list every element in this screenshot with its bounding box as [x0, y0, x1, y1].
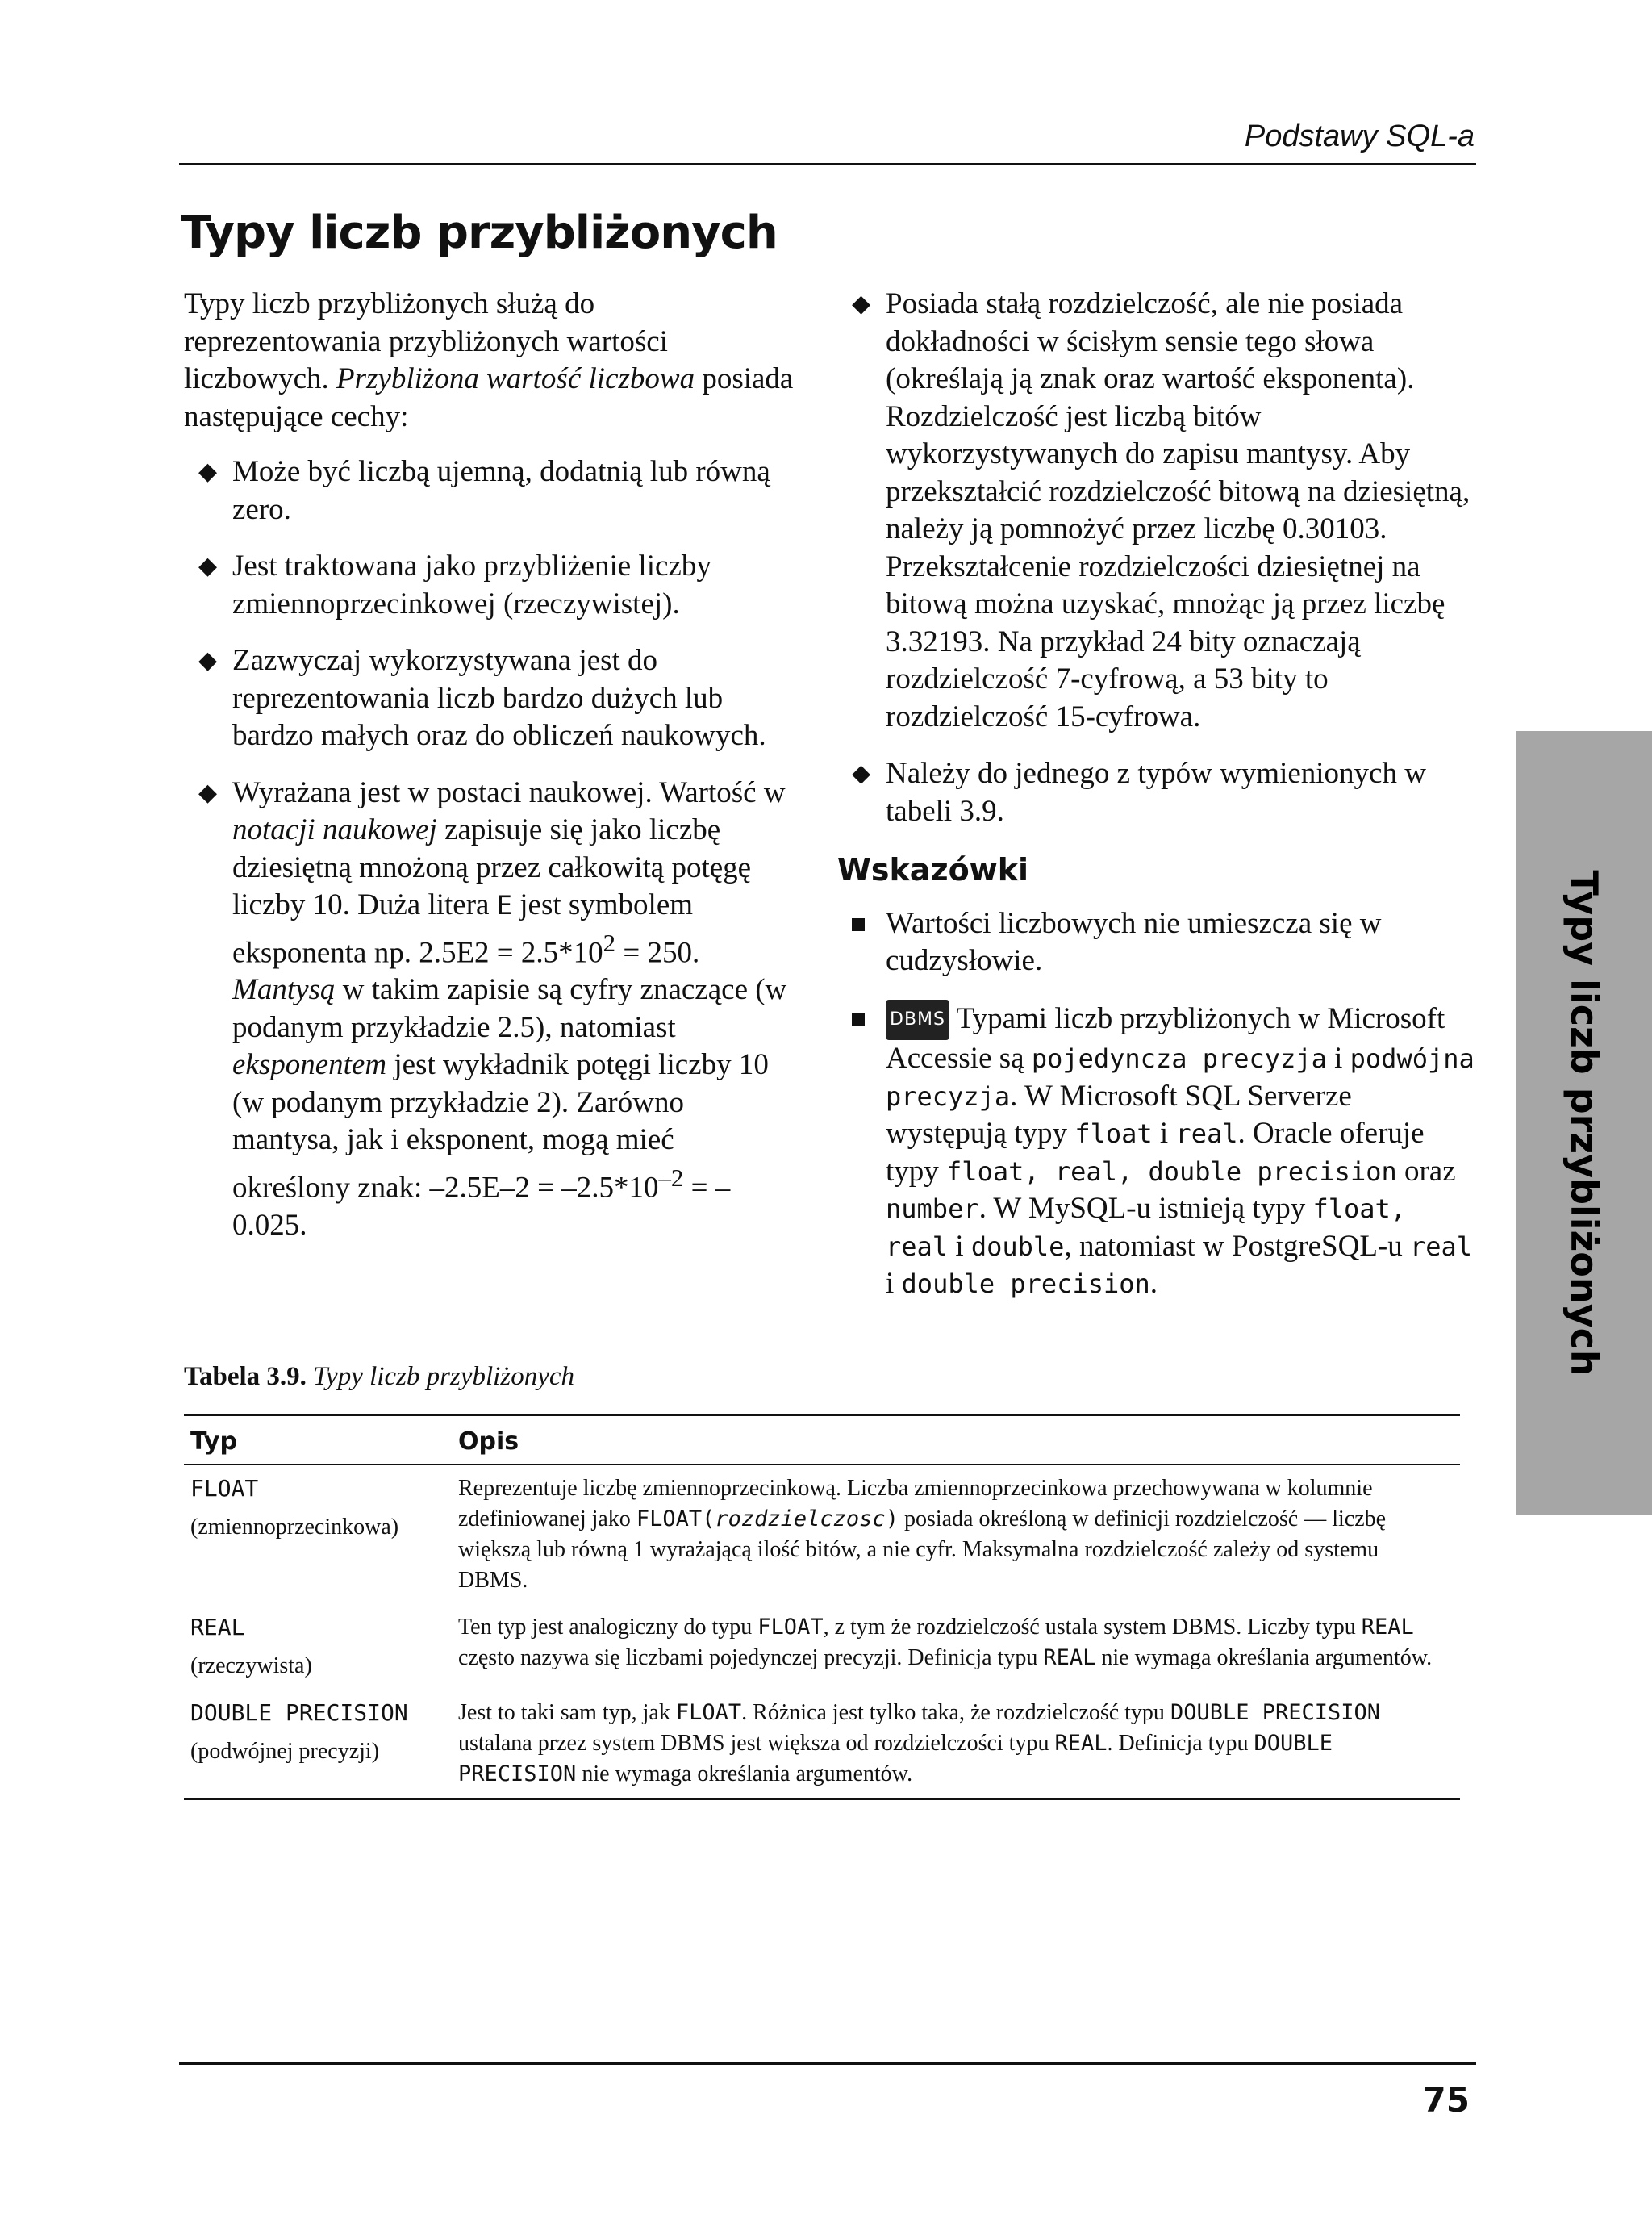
left-column — [184, 286, 797, 1264]
type-name: REAL — [190, 1614, 245, 1640]
table-header-row — [184, 1415, 1460, 1465]
desc-code-arg: rozdzielczosc — [715, 1506, 886, 1531]
desc-code: REAL — [1361, 1615, 1414, 1640]
page-number: 75 — [1422, 2080, 1470, 2120]
dbms-badge-icon: DBMS — [886, 1000, 949, 1041]
table-caption — [184, 1362, 574, 1392]
column-header-opis: Opis — [452, 1415, 1460, 1465]
section-title: Typy liczb przybliżonych — [181, 207, 778, 259]
list-item — [184, 642, 797, 755]
b4-text-4: = 250. — [623, 935, 700, 969]
table-row — [184, 1604, 1460, 1690]
desc-text: nie wymaga określania argumentów. — [582, 1761, 913, 1786]
tip2-text-1: Typami liczb przybliżonych w Microsoft Accessie są — [886, 1001, 1446, 1075]
tip-item — [837, 905, 1475, 980]
tip2-text-5: . Oracle oferuje typy — [886, 1117, 1425, 1188]
b4-exponent-2: –2 — [658, 1164, 684, 1192]
intro-paragraph — [184, 286, 797, 436]
desc-text: często nazywa się liczbami pojedynczej precyzji. Definicja typu — [458, 1645, 1038, 1670]
desc-text: , z tym że rozdzielczość ustala system DBMS. Liczby typu — [823, 1615, 1356, 1640]
desc-code: ) — [885, 1506, 899, 1531]
diamond-bullet-icon: ◆ — [198, 553, 218, 579]
desc-code: FLOAT — [757, 1615, 824, 1640]
b4-text-1: Wyrażana jest w postaci naukowej. Wartość w — [232, 775, 786, 809]
description-cell — [452, 1604, 1460, 1690]
feature-list — [184, 453, 797, 1244]
tip2-code-4: real — [1175, 1118, 1238, 1149]
desc-code: FLOAT — [675, 1700, 742, 1725]
diamond-bullet-icon: ◆ — [198, 779, 218, 806]
tip2-code-7: float, real — [886, 1193, 1407, 1262]
tip2-text-3: . W Microsoft SQL Serverze występują typy — [886, 1079, 1352, 1150]
tip-item — [837, 1000, 1475, 1303]
square-bullet-icon — [852, 905, 865, 943]
desc-text: posiada określoną w definicji rozdzielczość — liczbę większą lub równą 1 wyrażającą ilość bitów, a nie cyfr. Maksymalna rozdzielczość zależy od systemu DBMS. — [458, 1506, 1387, 1593]
list-item — [837, 755, 1475, 830]
tip2-code-8: double — [970, 1230, 1065, 1262]
right-column — [837, 286, 1475, 1322]
types-table — [184, 1414, 1460, 1800]
type-description: (zmiennoprzecinkowa) — [190, 1515, 399, 1540]
tips-list — [837, 905, 1475, 1303]
diamond-bullet-icon: ◆ — [198, 647, 218, 674]
table-row — [184, 1690, 1460, 1799]
list-item-text: Należy do jednego z typów wymienionych w tabeli 3.9. — [886, 757, 1426, 828]
type-cell — [184, 1464, 452, 1604]
column-header-typ: Typ — [184, 1415, 452, 1465]
diamond-bullet-icon: ◆ — [852, 290, 871, 317]
tip2-code-3: float — [1074, 1118, 1153, 1149]
type-name: DOUBLE PRECISION — [190, 1699, 408, 1726]
desc-code: FLOAT( — [636, 1506, 715, 1531]
b4-text-3: jest symbolem eksponenta np. 2.5E2 = 2.5*10 — [232, 888, 694, 969]
b4-text-7: = –0.025. — [232, 1171, 731, 1242]
running-head: Podstawy SQL-a — [1244, 119, 1475, 153]
b4-term-mantissa: Mantysą — [232, 973, 336, 1007]
tip2-text-8: i — [955, 1229, 964, 1263]
diamond-bullet-icon: ◆ — [852, 760, 871, 787]
b4-term-exponent: eksponentem — [232, 1048, 387, 1082]
list-item — [184, 548, 797, 623]
intro-text-1: Typy liczb przybliżonych służą do reprezentowania przybliżonych wartości liczbowych. — [184, 287, 668, 395]
desc-code: DOUBLE PRECISION — [1170, 1700, 1381, 1725]
tip2-text-7: . W MySQL-u istnieją typy — [978, 1192, 1306, 1225]
bottom-rule — [179, 2062, 1476, 2065]
tip2-text-11: . — [1149, 1267, 1158, 1300]
thumb-tab-label: Typy liczb przybliżonych — [1562, 870, 1606, 1377]
desc-text: Jest to taki sam typ, jak — [458, 1700, 670, 1725]
top-rule — [179, 163, 1476, 165]
list-item-text: Zazwyczaj wykorzystywana jest do reprezentowania liczb bardzo dużych lub bardzo małych oraz do obliczeń naukowych. — [232, 644, 766, 752]
type-cell — [184, 1690, 452, 1799]
description-cell — [452, 1690, 1460, 1799]
desc-text: Ten typ jest analogiczny do typu — [458, 1615, 753, 1640]
type-description: (rzeczywista) — [190, 1653, 312, 1678]
tip2-text-4: i — [1159, 1117, 1169, 1150]
desc-text: . Różnica jest tylko taka, że rozdzielczość typu — [741, 1700, 1165, 1725]
b4-term-notation: notacji naukowej — [232, 813, 437, 846]
table-row — [184, 1464, 1460, 1604]
list-item — [184, 775, 797, 1245]
tip2-code-5: float, real, double precision — [946, 1155, 1397, 1187]
tips-heading: Wskazówki — [837, 852, 1029, 888]
b4-exponent-1: 2 — [603, 929, 616, 957]
list-item-text: Może być liczbą ujemną, dodatnią lub równą zero. — [232, 455, 770, 526]
desc-text: ustalana przez system DBMS jest większa od rozdzielczości typu — [458, 1731, 1049, 1756]
feature-list-continued — [837, 286, 1475, 830]
diamond-bullet-icon: ◆ — [198, 458, 218, 485]
tip-text: Wartości liczbowych nie umieszcza się w cudzysłowie. — [886, 906, 1382, 977]
type-cell — [184, 1604, 452, 1690]
b4-text-2: zapisuje się jako liczbę dziesiętną mnożoną przez całkowitą potęgę liczby 10. Duża litera — [232, 813, 752, 921]
tip2-text-9: , natomiast w PostgreSQL-u — [1064, 1229, 1403, 1263]
tip2-text-2: i — [1334, 1042, 1343, 1075]
intro-text-2: posiada następujące cechy: — [184, 362, 794, 433]
tip2-code-1: pojedyncza precyzja — [1031, 1043, 1327, 1074]
b4-text-6: jest wykładnik potęgi liczby 10 (w podanym przykładzie 2). Zarówno mantysa, jak i eksponent, mogą mieć określony znak: –2.5E–2 = –2.5*10 — [232, 1048, 769, 1205]
desc-code: DOUBLE PRECISION — [458, 1731, 1333, 1786]
b4-letter-e: E — [496, 890, 512, 921]
type-name: FLOAT — [190, 1475, 259, 1502]
tip2-code-6: number — [886, 1193, 979, 1224]
description-cell — [452, 1464, 1460, 1604]
desc-code: REAL — [1043, 1645, 1096, 1670]
square-bullet-icon — [852, 1000, 865, 1038]
tip2-code-9: real — [1410, 1230, 1473, 1262]
tip2-code-10: double precision — [901, 1268, 1150, 1299]
desc-code: REAL — [1054, 1731, 1108, 1756]
intro-term: Przybliżona wartość liczbowa — [336, 362, 695, 395]
tip2-text-10: i — [886, 1267, 895, 1300]
table-caption-title: Typy liczb przybliżonych — [313, 1362, 574, 1391]
desc-text: nie wymaga określania argumentów. — [1101, 1645, 1433, 1670]
chapter-thumb-tab — [1516, 731, 1652, 1515]
b4-text-5: w takim zapisie są cyfry znaczące (w podanym przykładzie 2.5), natomiast — [232, 973, 787, 1044]
list-item-text: Jest traktowana jako przybliżenie liczby zmiennoprzecinkowej (rzeczywistej). — [232, 549, 711, 620]
type-description: (podwójnej precyzji) — [190, 1739, 380, 1764]
list-item — [837, 286, 1475, 736]
desc-text: . Definicja typu — [1107, 1731, 1249, 1756]
list-item-text: Posiada stałą rozdzielczość, ale nie posiada dokładności w ścisłym sensie tego słowa (określają ją znak oraz wartość eksponenta). Rozdzielczość jest liczbą bitów wykorzystywanych do zapisu mantysy. Aby przekształcić rozdzielczość bitową na dziesiętną, należy ją pomnożyć przez liczbę 0.30103. Przekształcenie rozdzielczości dziesiętnej na bitową można uzyskać, mnożąc ją przez liczbę 3.32193. Na przykład 24 bity oznaczają rozdzielczość 7-cyfrową, a 53 bity to rozdzielczość 15-cyfrowa. — [886, 287, 1471, 733]
list-item — [184, 453, 797, 529]
table-caption-label: Tabela 3.9. — [184, 1362, 307, 1391]
tip2-code-2: podwójna precyzja — [886, 1043, 1475, 1112]
desc-text: Reprezentuje liczbę zmiennoprzecinkową. Liczba zmiennoprzecinkowa przechowywana w kolumnie zdefiniowanej jako — [458, 1476, 1373, 1531]
tip2-text-6: oraz — [1404, 1154, 1456, 1188]
